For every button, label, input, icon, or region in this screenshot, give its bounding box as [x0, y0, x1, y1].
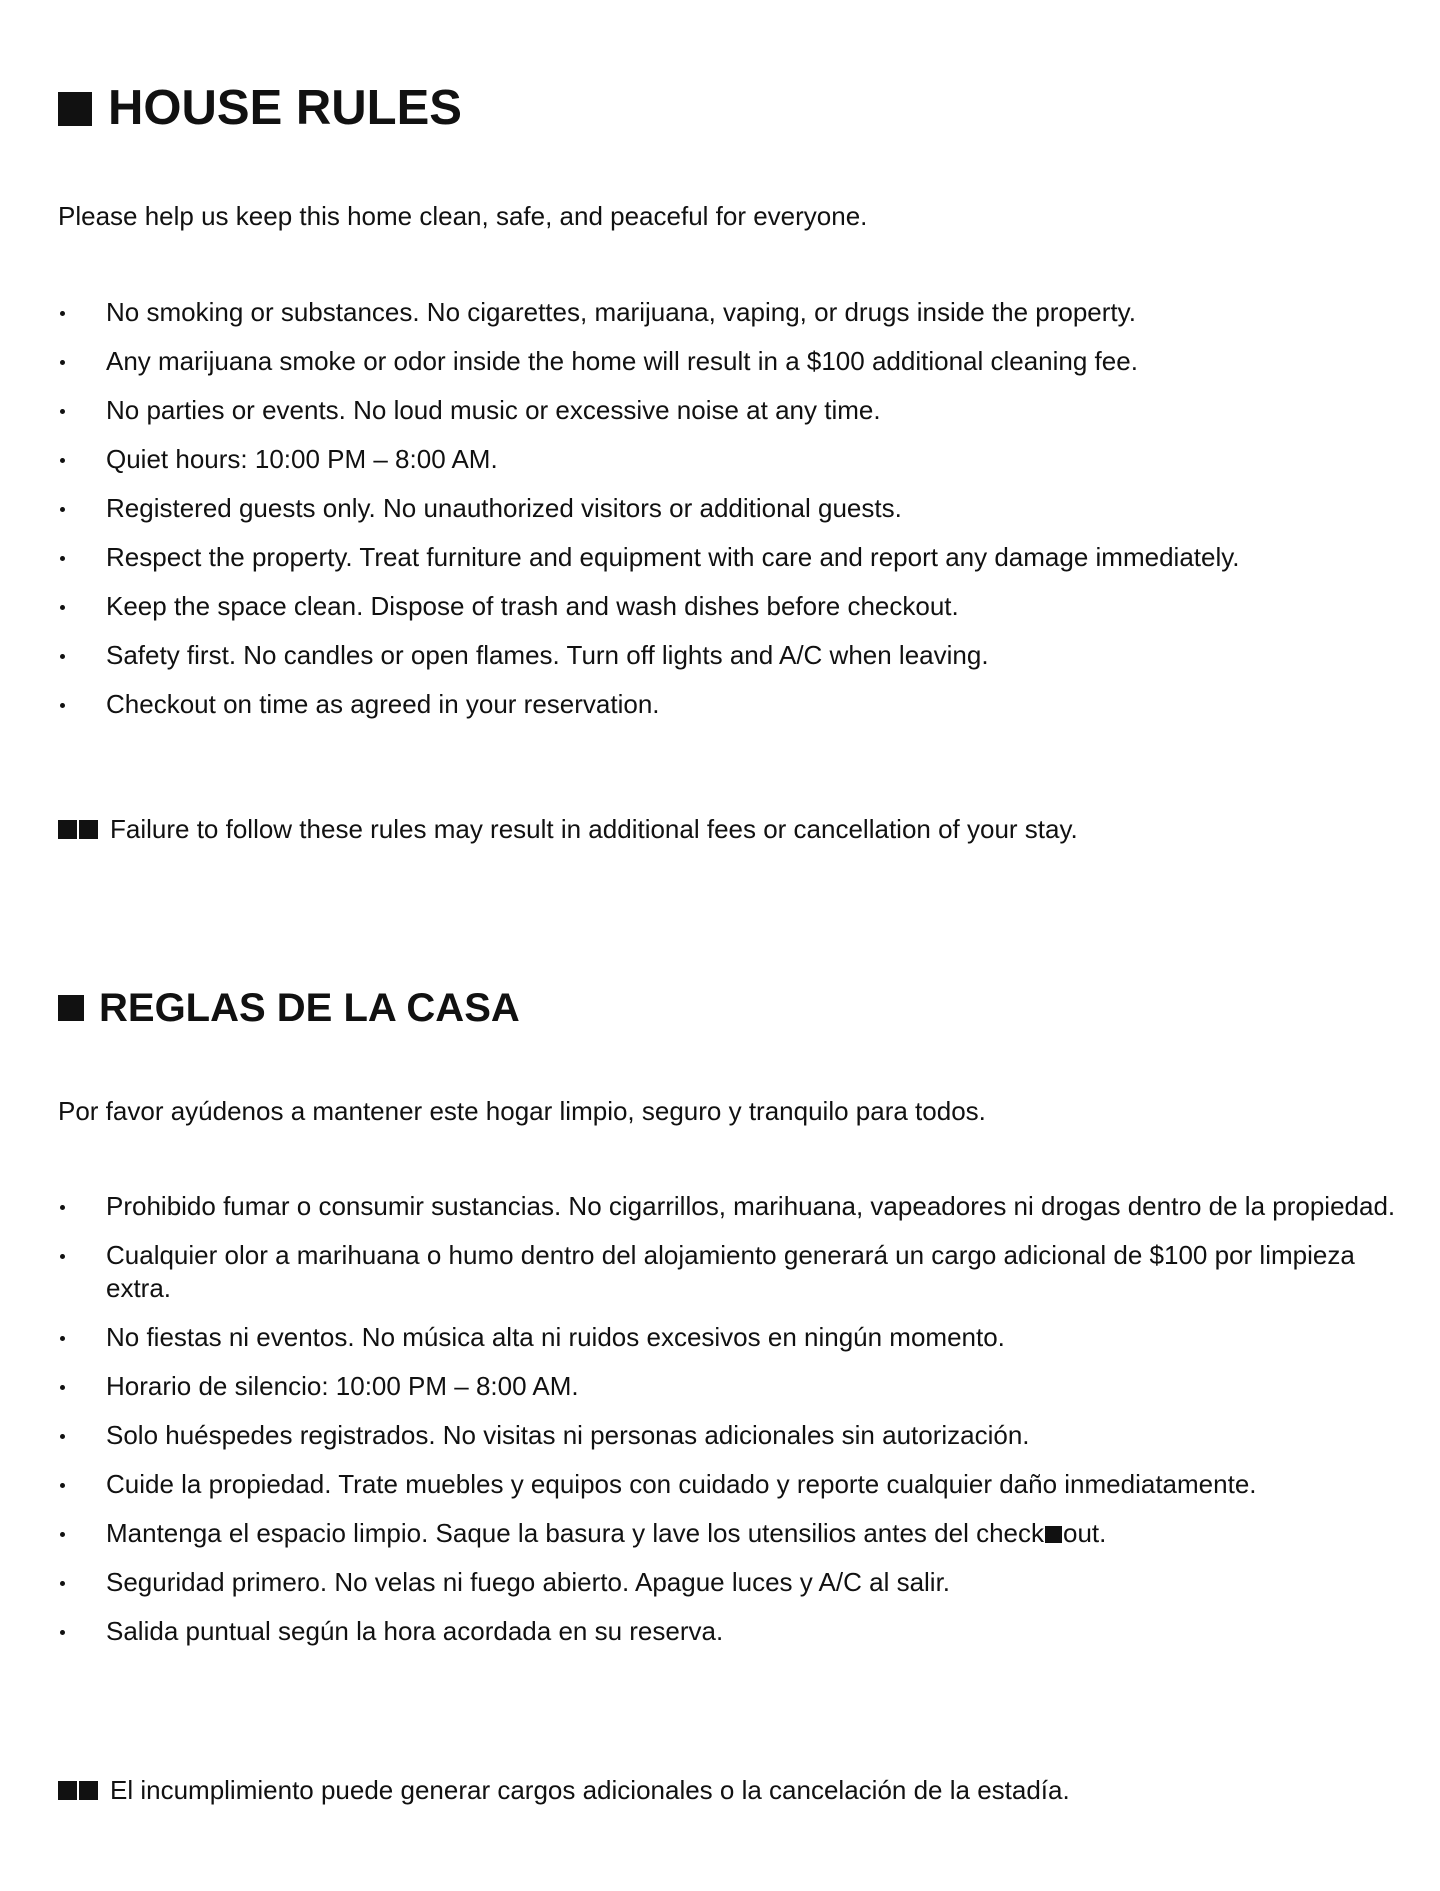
bullet-icon: [60, 458, 65, 463]
bullet-icon: [60, 1532, 65, 1537]
english-title: [58, 81, 462, 135]
rule-text: Solo huéspedes registrados. No visitas ni personas adicionales sin autorización.: [106, 1420, 1030, 1450]
english-title-text: HOUSE RULES: [108, 81, 462, 135]
english-warning: [58, 816, 1078, 842]
bullet-icon: [60, 1434, 65, 1439]
bullet-icon: [60, 409, 65, 414]
list-item: [58, 1190, 1420, 1223]
list-item: [58, 1239, 1420, 1305]
list-item: [58, 394, 1420, 427]
bullet-icon: [60, 311, 65, 316]
bullet-icon: [60, 605, 65, 610]
spanish-warning: [58, 1777, 1070, 1803]
rule-text: Safety first. No candles or open flames. Turn off lights and A/C when leaving.: [106, 640, 989, 670]
black-square-icon: [58, 995, 84, 1021]
list-item: [58, 688, 1420, 721]
english-warning-text: Failure to follow these rules may result in additional fees or cancellation of your stay.: [110, 814, 1078, 844]
rule-text: Seguridad primero. No velas ni fuego abierto. Apague luces y A/C al salir.: [106, 1567, 951, 1597]
list-item: [58, 443, 1420, 476]
bullet-icon: [60, 1581, 65, 1586]
black-square-icon: [1045, 1526, 1062, 1543]
english-rules-list: [58, 296, 1420, 737]
spanish-title-text: REGLAS DE LA CASA: [99, 986, 520, 1030]
warning-squares-icon: [58, 820, 100, 839]
bullet-icon: [60, 1336, 65, 1341]
bullet-icon: [60, 1385, 65, 1390]
list-item: [58, 541, 1420, 574]
rule-text: Any marijuana smoke or odor inside the home will result in a $100 additional cleaning fee.: [106, 346, 1138, 376]
bullet-icon: [60, 1254, 65, 1259]
list-item: [58, 1370, 1420, 1403]
rule-text: Cualquier olor a marihuana o humo dentro del alojamiento generará un cargo adicional de $100 por limpieza extra.: [106, 1240, 1355, 1303]
spanish-intro: Por favor ayúdenos a mantener este hogar limpio, seguro y tranquilo para todos.: [58, 1096, 986, 1126]
spanish-rules-list: [58, 1190, 1420, 1664]
list-item: [58, 1517, 1420, 1550]
bullet-icon: [60, 1205, 65, 1210]
bullet-icon: [60, 1483, 65, 1488]
bullet-icon: [60, 703, 65, 708]
warning-squares-icon: [58, 1781, 100, 1800]
rule-text: Horario de silencio: 10:00 PM – 8:00 AM.: [106, 1371, 579, 1401]
list-item: [58, 1615, 1420, 1648]
list-item: [58, 590, 1420, 623]
list-item: [58, 639, 1420, 672]
list-item: [58, 345, 1420, 378]
spanish-warning-text: El incumplimiento puede generar cargos adicionales o la cancelación de la estadía.: [110, 1775, 1070, 1805]
rule-text: Salida puntual según la hora acordada en su reserva.: [106, 1616, 724, 1646]
rule-text-after: out.: [1063, 1518, 1107, 1548]
bullet-icon: [60, 360, 65, 365]
rule-text: Respect the property. Treat furniture and equipment with care and report any damage immediately.: [106, 542, 1240, 572]
rule-text: Prohibido fumar o consumir sustancias. No cigarrillos, marihuana, vapeadores ni drogas dentro de la propiedad.: [106, 1191, 1396, 1221]
bullet-icon: [60, 1630, 65, 1635]
list-item: [58, 1468, 1420, 1501]
list-item: [58, 492, 1420, 525]
rule-text: Quiet hours: 10:00 PM – 8:00 AM.: [106, 444, 498, 474]
rule-text: No parties or events. No loud music or excessive noise at any time.: [106, 395, 881, 425]
rule-text: Checkout on time as agreed in your reservation.: [106, 689, 660, 719]
list-item: [58, 1419, 1420, 1452]
rule-text: Cuide la propiedad. Trate muebles y equipos con cuidado y reporte cualquier daño inmediatamente.: [106, 1469, 1257, 1499]
list-item: [58, 1321, 1420, 1354]
bullet-icon: [60, 654, 65, 659]
rule-text: Keep the space clean. Dispose of trash and wash dishes before checkout.: [106, 591, 959, 621]
english-intro: Please help us keep this home clean, safe, and peaceful for everyone.: [58, 201, 868, 231]
bullet-icon: [60, 507, 65, 512]
rule-text-before: Mantenga el espacio limpio. Saque la basura y lave los utensilios antes del check: [106, 1518, 1044, 1548]
spanish-title: [58, 988, 520, 1028]
list-item: [58, 1566, 1420, 1599]
rule-text: Registered guests only. No unauthorized visitors or additional guests.: [106, 493, 902, 523]
black-square-icon: [58, 92, 92, 126]
list-item: [58, 296, 1420, 329]
rule-text: No smoking or substances. No cigarettes, marijuana, vaping, or drugs inside the property.: [106, 297, 1136, 327]
bullet-icon: [60, 556, 65, 561]
rule-text: No fiestas ni eventos. No música alta ni ruidos excesivos en ningún momento.: [106, 1322, 1005, 1352]
